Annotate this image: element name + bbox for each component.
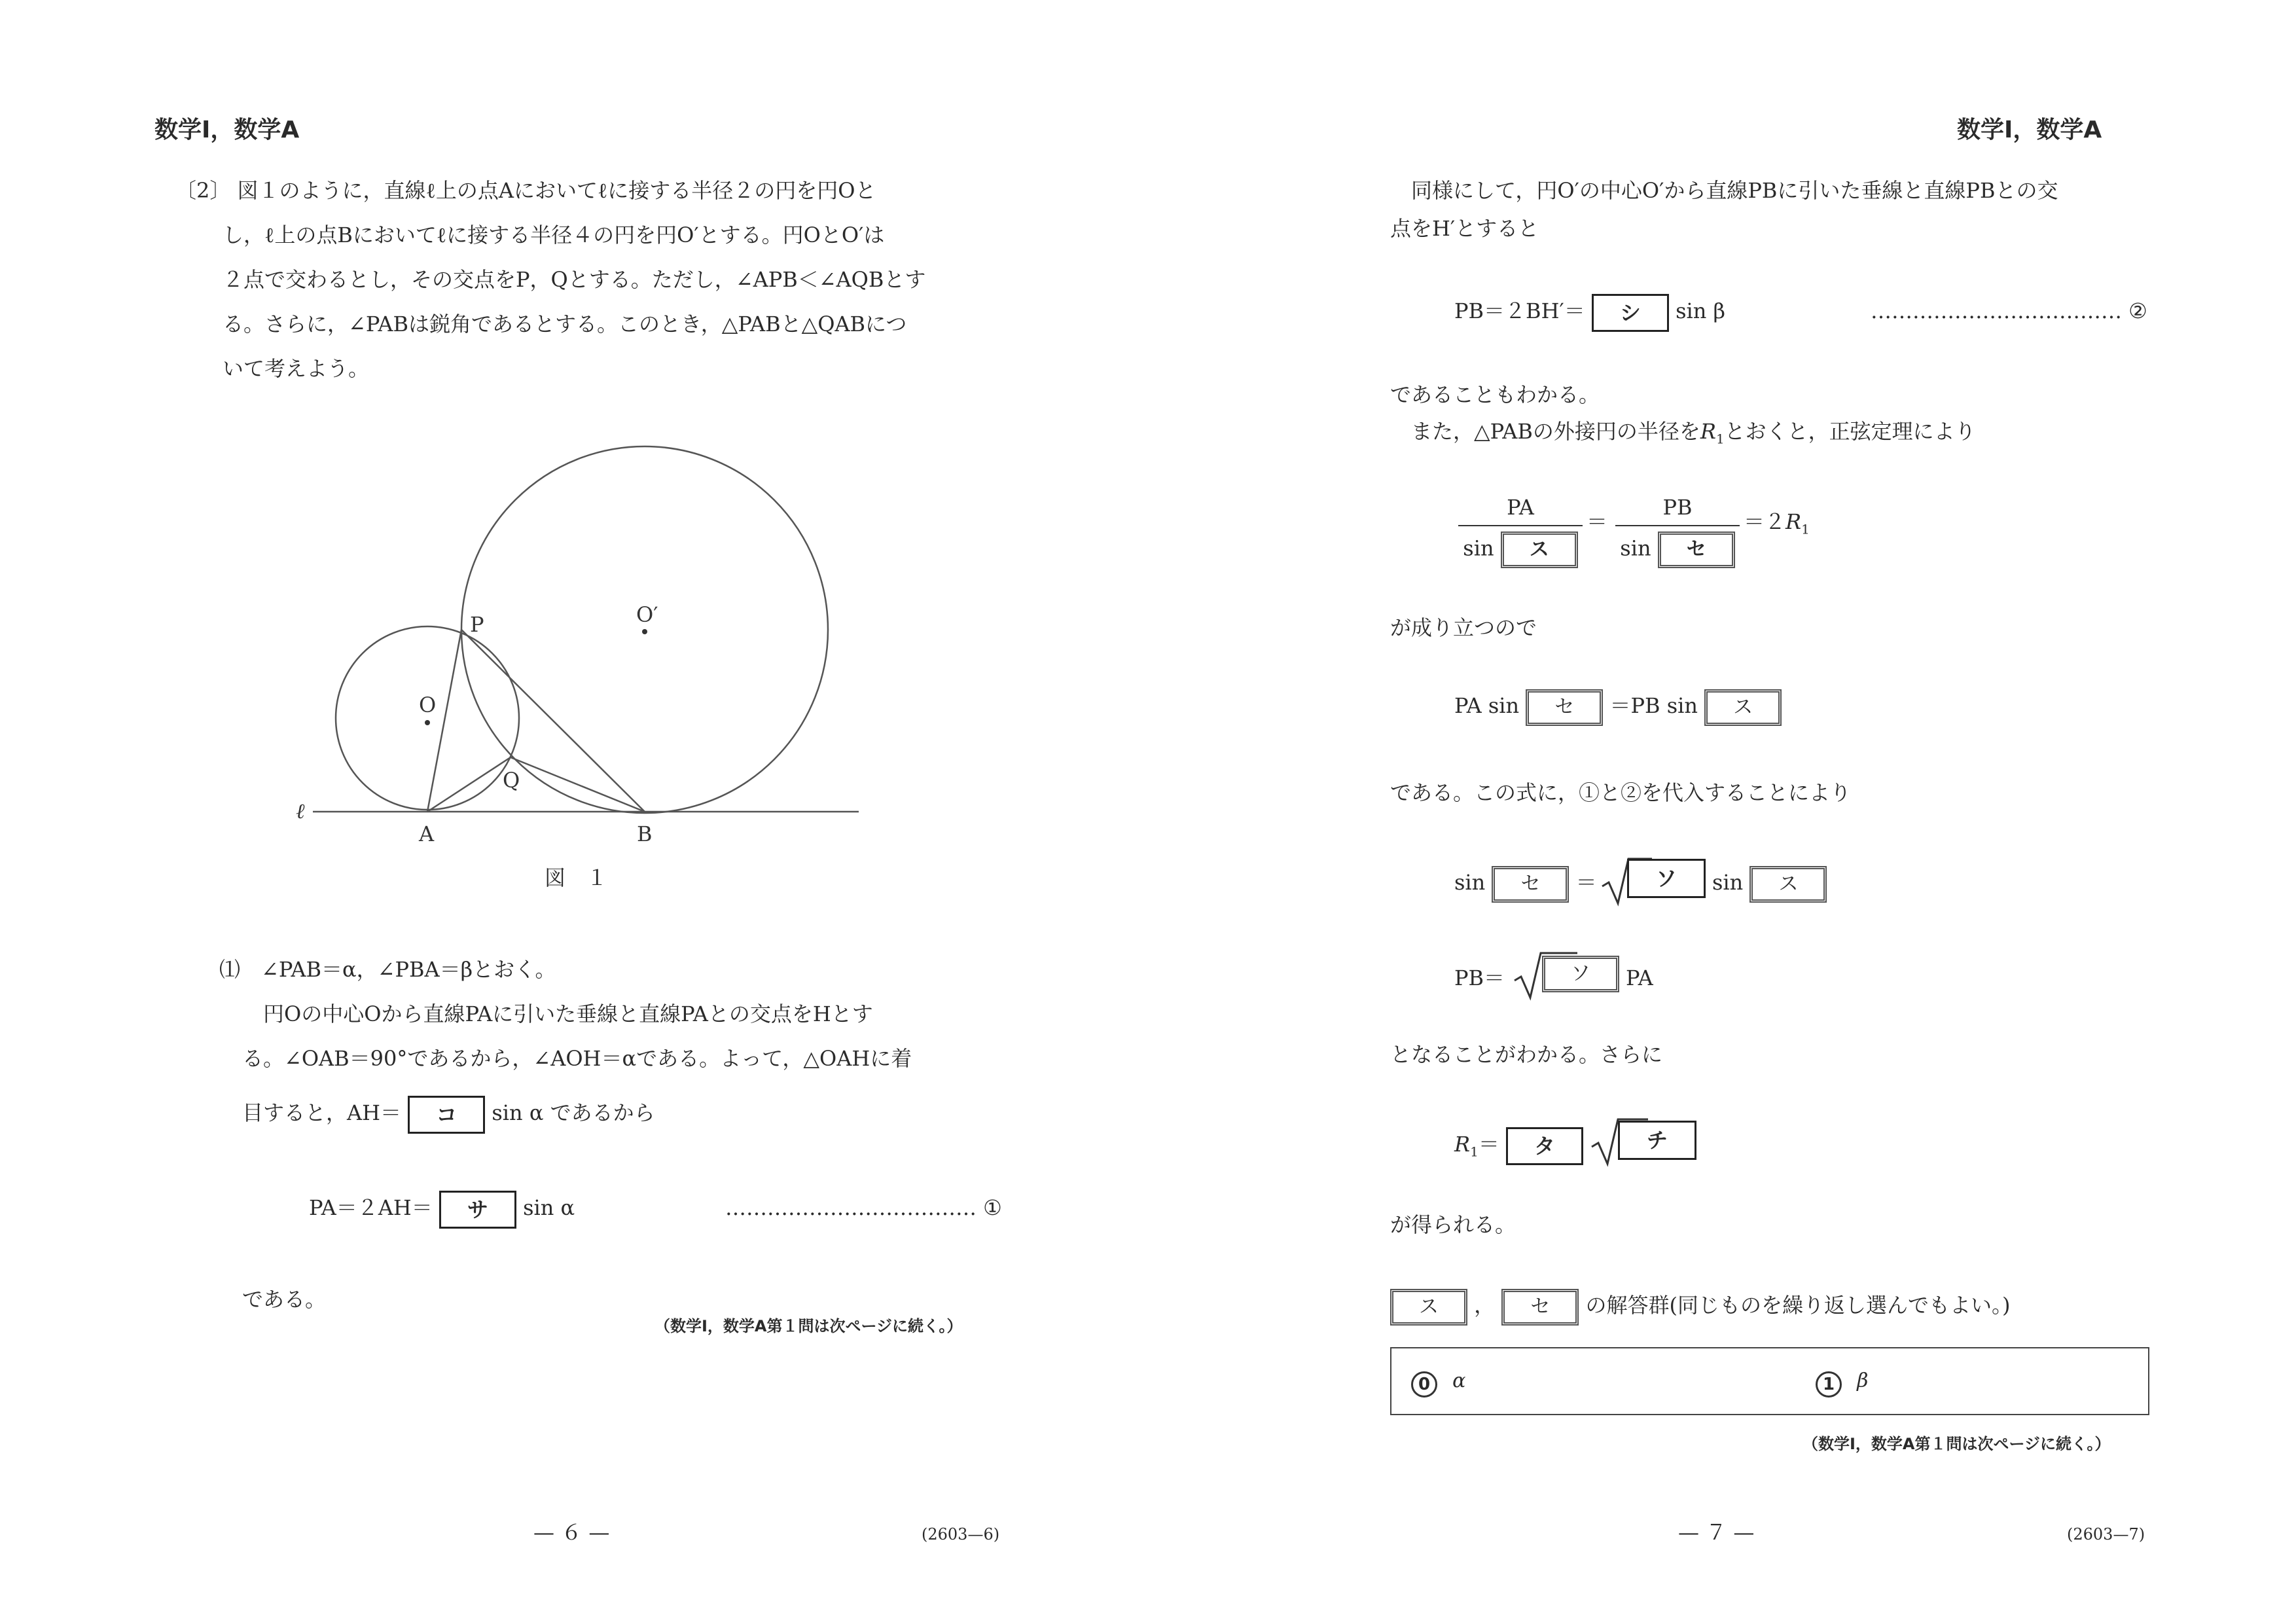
pa-sin-label: PA sin bbox=[1454, 693, 1520, 718]
figure-caption: 図 １ bbox=[545, 865, 608, 890]
equals-sign-2: ＝ bbox=[1575, 870, 1597, 895]
page-code-left: (2603—6) bbox=[922, 1525, 1000, 1543]
answer-separator: ， bbox=[1474, 1293, 1496, 1318]
choice-1-label: β bbox=[1857, 1369, 1869, 1392]
r1-sub: 1 bbox=[1801, 521, 1810, 537]
equation-1 bbox=[309, 1188, 575, 1229]
label-line-l: ℓ bbox=[296, 799, 305, 823]
choice-1-number: 1 bbox=[1816, 1371, 1842, 1398]
answer-group-header bbox=[1390, 1287, 2011, 1326]
answer-box-se[interactable]: セ bbox=[1658, 532, 1735, 568]
r1-var: R bbox=[1785, 509, 1802, 534]
equation-2 bbox=[1454, 291, 1725, 332]
sin-label-3: sin bbox=[1454, 870, 1486, 895]
answer-box-su-ref-1: ス bbox=[1704, 689, 1782, 726]
page-number-right: — ７ — bbox=[1678, 1520, 1755, 1545]
fraction-pa-bar bbox=[1458, 525, 1583, 526]
answer-box-su[interactable]: ス bbox=[1501, 532, 1578, 568]
equation-pa-sin bbox=[1454, 687, 1782, 726]
label-a: A bbox=[419, 821, 435, 846]
label-b: B bbox=[637, 821, 653, 846]
sin-beta-eq: sin β bbox=[1676, 298, 1726, 323]
figure-1 bbox=[288, 432, 877, 864]
answer-box-shi[interactable]: シ bbox=[1592, 294, 1669, 332]
segment-pb bbox=[461, 630, 645, 812]
obtained-text: が得られる。 bbox=[1390, 1212, 1516, 1237]
choice-group bbox=[1390, 1347, 2149, 1415]
sin-label-1: sin bbox=[1463, 535, 1494, 561]
r1-var-2: R bbox=[1454, 1132, 1471, 1157]
label-o-prime: O′ bbox=[636, 602, 658, 627]
also-known: であることもわかる。 bbox=[1390, 382, 1600, 407]
ah-label: 目すると，AH＝ bbox=[242, 1100, 402, 1125]
answer-box-se-ref-1: セ bbox=[1526, 689, 1603, 726]
answer-group-label: の解答群(同じものを繰り返し選んでもよい。) bbox=[1585, 1293, 2011, 1318]
label-q: Q bbox=[503, 768, 520, 793]
circumradius-post: とおくと，正弦定理により bbox=[1724, 419, 1976, 444]
sin-alpha-eq: sin α bbox=[523, 1195, 575, 1220]
r1-sub-2: 1 bbox=[1470, 1144, 1479, 1160]
sqrt-content-1 bbox=[1627, 859, 1706, 898]
answer-box-so[interactable]: ソ bbox=[1627, 859, 1706, 898]
sin-label-4: sin bbox=[1712, 870, 1744, 895]
answer-box-ko[interactable]: コ bbox=[408, 1096, 485, 1134]
answer-box-su-ref-3: ス bbox=[1390, 1289, 1467, 1326]
sin-se-label bbox=[1454, 864, 1597, 903]
equals-sign-3: ＝ bbox=[1478, 1132, 1499, 1157]
fraction-pb-bar bbox=[1615, 525, 1740, 526]
pa-label: PA bbox=[1626, 965, 1653, 990]
sqrt-content-2 bbox=[1542, 956, 1619, 992]
sin-alpha-text: sin α であるから bbox=[492, 1100, 655, 1125]
sin-label-2: sin bbox=[1620, 535, 1651, 561]
found-text: となることがわかる。さらに bbox=[1390, 1042, 1663, 1067]
fraction-pa-denominator bbox=[1458, 532, 1583, 568]
intro-line-3: ２点で交わるとし，その交点をP，Qとする。ただし，∠APB＜∠AQBとす bbox=[223, 267, 926, 292]
r1-equation bbox=[1454, 1125, 1583, 1171]
right-page bbox=[1148, 0, 2296, 1624]
answer-box-se-ref-3: セ bbox=[1501, 1289, 1579, 1326]
right-intro-2: 点をH′とすると bbox=[1390, 216, 1539, 241]
continue-note-right: （数学Ⅰ，数学A第１問は次ページに続く。） bbox=[1803, 1435, 2111, 1453]
intro-line-2: し，ℓ上の点Bにおいてℓに接する半径４の円を円O′とする。円OとO′は bbox=[223, 223, 885, 247]
page-code-right: (2603—7) bbox=[2067, 1525, 2145, 1543]
label-o: O bbox=[419, 693, 437, 717]
answer-box-so-ref: ソ bbox=[1542, 956, 1619, 992]
part1-line-4 bbox=[242, 1093, 655, 1134]
intro-line-1: 〔2〕 図１のように，直線ℓ上の点Aにおいてℓに接する半径２の円を円Oと bbox=[175, 178, 876, 203]
answer-box-se-ref-2: セ bbox=[1492, 866, 1569, 903]
choice-0[interactable] bbox=[1411, 1369, 1465, 1398]
circumradius-var: R bbox=[1700, 419, 1716, 444]
part1-end: である。 bbox=[242, 1287, 327, 1312]
intro-line-4: る。さらに，∠PABは鋭角であるとする。このとき，△PABと△QABにつ bbox=[223, 312, 907, 336]
page-header: 数学Ⅰ，数学A bbox=[154, 117, 300, 143]
page-number-left: — ６ — bbox=[533, 1520, 610, 1545]
choice-0-number: 0 bbox=[1411, 1371, 1437, 1398]
answer-box-ta[interactable]: タ bbox=[1506, 1127, 1583, 1165]
equation-1-ref: ……………………………… ① bbox=[725, 1195, 1002, 1220]
label-p: P bbox=[470, 612, 484, 637]
intro-line-5: いて考えよう。 bbox=[223, 356, 370, 381]
equals-two: ＝２ bbox=[1744, 509, 1786, 534]
part1-line-1: ⑴ ∠PAB＝α，∠PBA＝βとおく。 bbox=[219, 957, 556, 982]
answer-box-sa[interactable]: サ bbox=[439, 1191, 516, 1229]
page-header-right: 数学Ⅰ，数学A bbox=[1957, 117, 2102, 143]
equals-2r1 bbox=[1744, 509, 1810, 537]
fraction-pb-denominator bbox=[1615, 532, 1740, 568]
choice-0-label: α bbox=[1452, 1369, 1466, 1392]
circle-o bbox=[336, 626, 519, 810]
pa-eq-label: PA＝２AH＝ bbox=[309, 1195, 433, 1220]
pb-eq-sqrt: PB＝ bbox=[1454, 965, 1505, 990]
choice-1[interactable] bbox=[1816, 1369, 1868, 1398]
segment-qb bbox=[511, 757, 645, 812]
equation-2-ref: ……………………………… ② bbox=[1871, 298, 2147, 323]
substitute-text: である。この式に，①と②を代入することにより bbox=[1390, 780, 1852, 805]
segment-aq bbox=[427, 757, 511, 812]
pb-sin-label: ＝PB sin bbox=[1609, 693, 1698, 718]
holds-text: が成り立つので bbox=[1390, 615, 1537, 640]
answer-box-su-ref-2: ス bbox=[1749, 866, 1827, 903]
center-o-dot bbox=[425, 720, 430, 725]
fraction-pb-numerator: PB bbox=[1662, 495, 1693, 520]
part1-line-3: る。∠OAB＝90°であるから，∠AOH＝αである。よって，△OAHに着 bbox=[242, 1046, 912, 1071]
equals-sign: ＝ bbox=[1587, 509, 1608, 534]
circumradius-sub: 1 bbox=[1715, 431, 1725, 447]
center-o-prime-dot bbox=[642, 629, 647, 634]
part1-line-2: 円Oの中心Oから直線PAに引いた垂線と直線PAとの交点をHとす bbox=[263, 1001, 873, 1026]
pb-eq-label: PB＝２BH′＝ bbox=[1454, 298, 1585, 323]
answer-box-chi[interactable]: チ bbox=[1618, 1121, 1696, 1160]
sin-su-label bbox=[1712, 864, 1827, 903]
segment-ap bbox=[427, 630, 461, 812]
sqrt-content-3 bbox=[1618, 1121, 1696, 1160]
right-intro-1: 同様にして，円O′の中心O′から直線PBに引いた垂線と直線PBとの交 bbox=[1411, 178, 2058, 203]
fraction-pb bbox=[1615, 495, 1740, 567]
circumradius-line bbox=[1411, 419, 1976, 446]
circumradius-pre: また，△PABの外接円の半径を bbox=[1411, 419, 1700, 444]
fraction-pa bbox=[1458, 495, 1583, 567]
fraction-pa-numerator: PA bbox=[1507, 495, 1534, 520]
continue-note-left: （数学Ⅰ，数学A第１問は次ページに続く。） bbox=[655, 1317, 963, 1335]
